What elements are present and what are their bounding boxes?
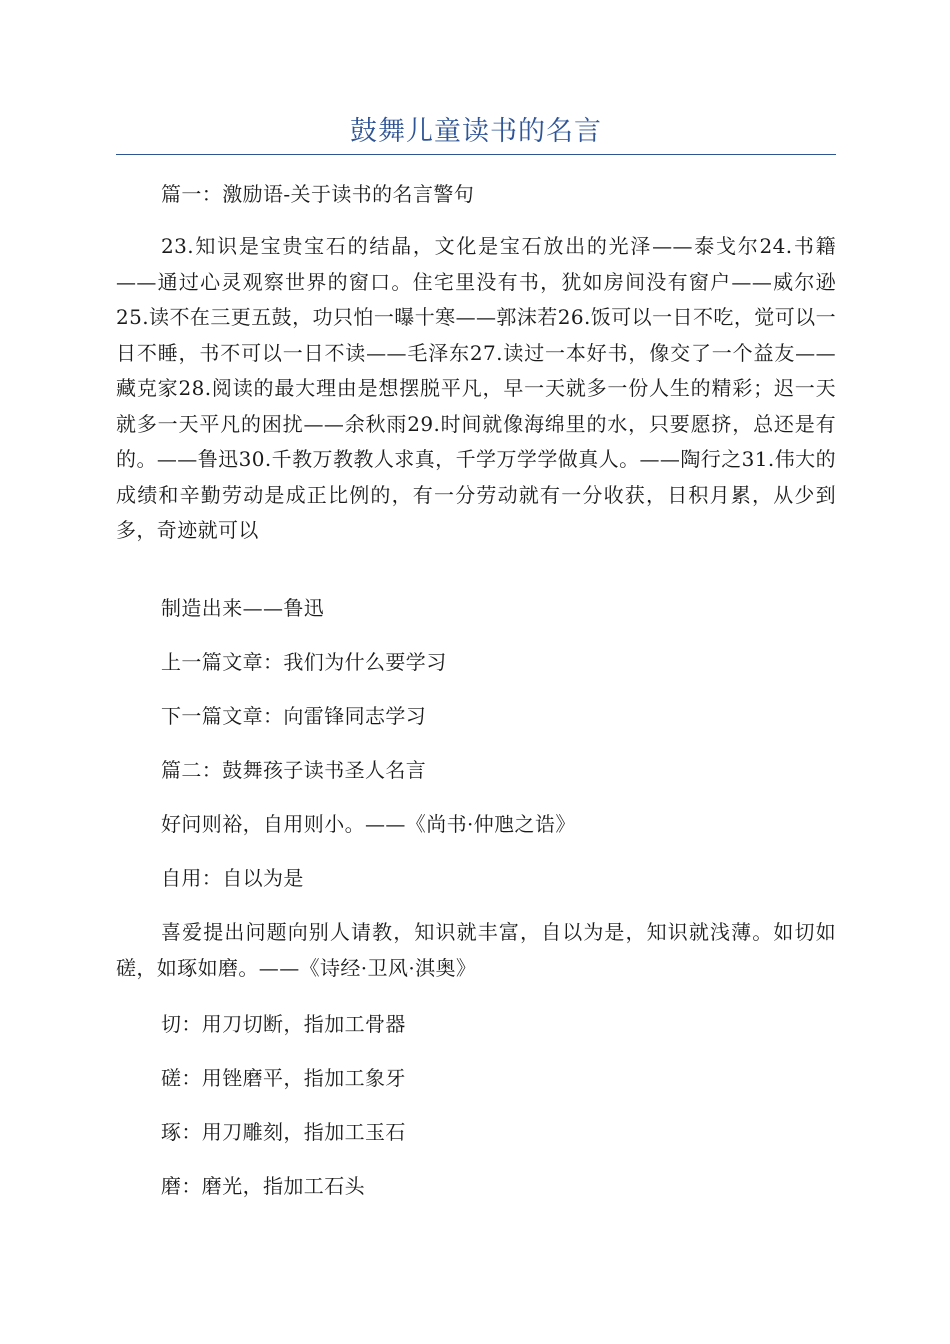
definition-line: 切：用刀切断，指加工骨器 — [161, 1012, 406, 1036]
quotes-paragraph: 23.知识是宝贵宝石的结晶，文化是宝石放出的光泽——泰戈尔24.书籍——通过心灵观察世界的窗口。住宅里没有书，犹如房间没有窗户——威尔逊25.读不在三更五鼓，功只怕一曝十寒——郭沫若26.饭可以一日不吃，觉可以一日不睡，书不可以一日不读——毛泽东27.读过一本好书，像交了一个益友——藏克家28.阅读的最大理由是想摆脱平凡，早一天就多一份人生的精彩；迟一天就多一天平凡的困扰——余秋雨29.时间就像海绵里的水，只要愿挤，总还是有的。——鲁迅30.千教万教教人求真，千学万学学做真人。——陶行之31.伟大的成绩和辛勤劳动是成正比例的，有一分劳动就有一分收获，日积月累，从少到多，奇迹就可以 — [116, 234, 836, 542]
quote-continuation: 制造出来——鲁迅 — [161, 596, 325, 620]
section-heading-1: 篇一：激励语-关于读书的名言警句 — [161, 182, 475, 206]
document-title: 鼓舞儿童读书的名言 — [350, 116, 602, 147]
title-underline — [116, 154, 836, 155]
explanation-paragraph: 喜爱提出问题向别人请教，知识就丰富，自以为是，知识就浅薄。如切如磋，如琢如磨。——《诗经·卫风·淇奥》 — [116, 920, 836, 980]
section-heading-2: 篇二：鼓舞孩子读书圣人名言 — [161, 758, 427, 782]
definition-line: 自用：自以为是 — [161, 866, 304, 890]
quote-line: 好问则裕，自用则小。——《尚书·仲虺之诰》 — [161, 812, 576, 836]
definition-line: 磋：用锉磨平，指加工象牙 — [161, 1066, 406, 1090]
previous-article-link: 上一篇文章：我们为什么要学习 — [161, 650, 447, 674]
next-article-link: 下一篇文章：向雷锋同志学习 — [161, 704, 427, 728]
definition-line: 琢：用刀雕刻，指加工玉石 — [161, 1120, 406, 1144]
definition-line: 磨：磨光，指加工石头 — [161, 1174, 365, 1198]
